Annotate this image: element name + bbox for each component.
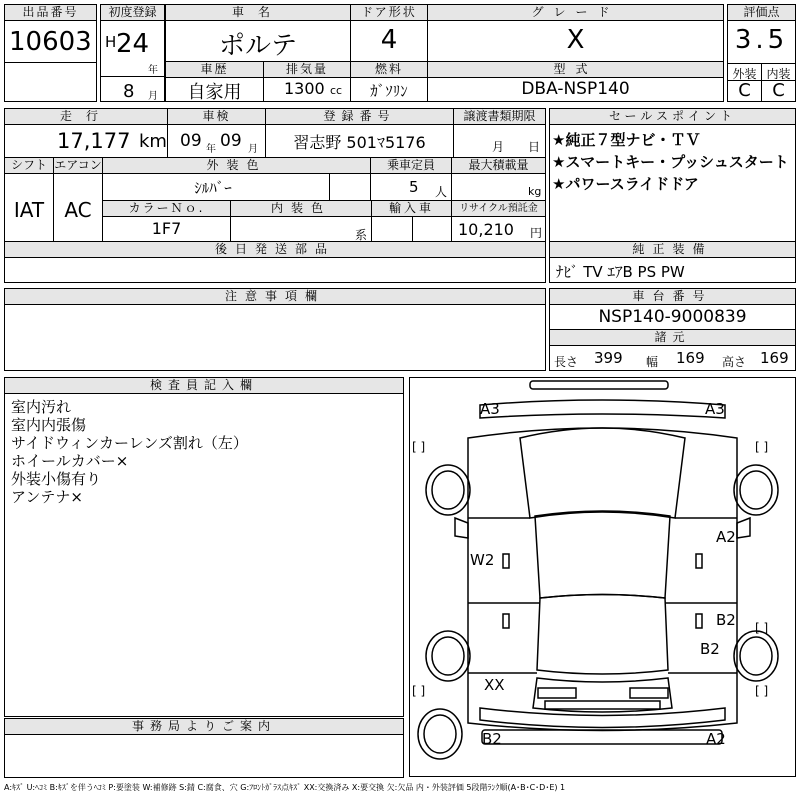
- grade-value: X: [566, 25, 585, 55]
- max-load-box: [451, 157, 546, 201]
- ext-value: C: [738, 80, 751, 101]
- mark-a3-left: A3: [480, 400, 500, 418]
- recycle-box: [451, 200, 546, 242]
- mark-a2: A2: [716, 528, 736, 546]
- notes-box: [4, 288, 546, 371]
- mark-w2: W2: [470, 551, 495, 569]
- first-reg-era: H: [105, 33, 117, 51]
- mark-a2-rear: A2: [706, 730, 726, 748]
- transfer-day-unit: 日: [528, 140, 541, 154]
- max-load-unit: kg: [528, 185, 542, 198]
- displacement-unit: cc: [330, 84, 343, 97]
- width-value: 169: [676, 349, 705, 367]
- first-reg-label: 初度登録: [101, 5, 164, 21]
- first-reg-month-unit: 月: [148, 91, 158, 102]
- selling-points-box: [549, 108, 796, 242]
- mileage-box: [4, 108, 168, 158]
- bracket-left-upper: [ ]: [412, 440, 426, 454]
- mileage-label: 走行: [5, 109, 167, 125]
- mileage-value: 17,177: [57, 129, 131, 153]
- selling-point-3: ★パワースライドドア: [552, 175, 699, 193]
- max-load-label: 最大積載量: [452, 158, 545, 174]
- inspection-year: 09: [180, 131, 202, 151]
- inspection-month: 09: [220, 131, 242, 151]
- selling-point-1: ★純正７型ナビ・ＴＶ: [552, 131, 701, 149]
- width-label: 幅: [646, 355, 659, 369]
- capacity-value: 5: [409, 178, 419, 196]
- fuel-value: ｶﾞｿﾘﾝ: [370, 82, 408, 100]
- int-color-box: [230, 200, 372, 242]
- import-label: 輸入車: [372, 201, 451, 217]
- inspector-line-4: ホイールカバー×: [11, 452, 129, 470]
- inspection-year-unit: 年: [206, 144, 216, 155]
- recycle-unit: 円: [530, 226, 543, 240]
- inspector-label: 検査員記入欄: [5, 378, 403, 394]
- ac-box: [53, 157, 103, 242]
- lot-value: 10603: [9, 27, 92, 57]
- shift-box: [4, 157, 54, 242]
- mileage-unit: km: [139, 131, 167, 152]
- inspector-line-2: 室内内張傷: [11, 416, 87, 434]
- inspection-box: [167, 108, 266, 158]
- score-box: [727, 4, 796, 102]
- mark-b2-rear: B2: [482, 730, 502, 748]
- grade-box: [427, 4, 724, 62]
- lot-label: 出品番号: [5, 5, 96, 21]
- transfer-box: [453, 108, 546, 158]
- displacement-value: 1300: [284, 79, 325, 98]
- plate-value: 習志野 501ﾏ5176: [293, 133, 426, 152]
- int-label: 内装: [766, 67, 791, 81]
- history-value: 自家用: [187, 82, 242, 103]
- inspector-line-5: 外装小傷有り: [11, 470, 102, 488]
- doors-box: [350, 4, 428, 62]
- plate-box: [265, 108, 454, 158]
- model-code-label: 型式: [428, 62, 723, 78]
- recycle-value: 10,210: [458, 220, 514, 239]
- later-parts-box: [4, 241, 546, 283]
- first-reg-year-unit: 年: [148, 65, 158, 76]
- plate-label: 登録番号: [266, 109, 453, 125]
- length-label: 長さ: [554, 355, 579, 369]
- selling-points-label: セールスポイント: [550, 109, 795, 125]
- car-name-value: ポルテ: [218, 31, 297, 61]
- grade-label: グレード: [428, 5, 723, 21]
- int-color-unit: 系: [355, 228, 368, 242]
- color-no-value: 1F7: [151, 219, 182, 238]
- car-name-box: [165, 4, 351, 62]
- displacement-label: 排気量: [264, 62, 350, 78]
- first-reg-month: 8: [123, 81, 135, 102]
- history-label: 車歴: [166, 62, 263, 78]
- genuine-value: ﾅﾋﾞ TV ｴｱB PS PW: [556, 263, 685, 281]
- first-reg-box: [100, 4, 165, 102]
- mark-xx: XX: [484, 676, 505, 694]
- legend: A:ｷｽﾞ U:ﾍｺﾐ B:ｷｽﾞを伴うﾍｺﾐ P:要塗装 W:補修跡 S:錆 C:腐食、穴 G:ﾌﾛﾝﾄｶﾞﾗｽ点ｷｽﾞ XX:交換済み X:要交換 欠:欠品 内・外装評価 5段階ﾗﾝｸ順(A･B･C･D･E) 1: [4, 783, 566, 792]
- inspector-line-6: アンテナ×: [11, 488, 83, 506]
- genuine-box: [549, 241, 796, 283]
- model-code-value: DBA-NSP140: [521, 79, 630, 99]
- length-value: 399: [594, 349, 623, 367]
- bracket-right-lower: [ ]: [755, 684, 769, 698]
- ext-color-value: ｼﾙﾊﾞｰ: [194, 179, 232, 197]
- doors-value: 4: [380, 25, 398, 55]
- office-label: 事務局よりご案内: [5, 719, 403, 735]
- capacity-unit: 人: [435, 185, 448, 199]
- shift-label: シフト: [5, 158, 53, 174]
- chassis-label: 車台番号: [550, 289, 795, 305]
- int-value: C: [772, 80, 785, 101]
- car-diagram-box: [409, 377, 796, 777]
- color-no-box: [102, 200, 231, 242]
- transfer-label: 譲渡書類期限: [454, 109, 545, 125]
- inspector-line-3: サイドウィンカーレンズ割れ（左）: [11, 434, 248, 452]
- transfer-month-unit: 月: [492, 140, 505, 154]
- fuel-label: 燃料: [351, 62, 427, 78]
- car-name-label: 車名: [166, 5, 350, 21]
- height-label: 高さ: [722, 355, 747, 369]
- color-no-label: カラーＮｏ.: [103, 201, 230, 217]
- inspection-month-unit: 月: [248, 144, 258, 155]
- capacity-box: [370, 157, 452, 201]
- chassis-value: NSP140-9000839: [598, 307, 747, 327]
- ext-color-box: [102, 157, 371, 201]
- selling-point-2: ★スマートキー・プッシュスタート: [552, 153, 789, 171]
- office-box: [4, 718, 404, 778]
- history-box: [165, 61, 264, 102]
- bracket-right-mid: [ ]: [755, 621, 769, 635]
- score-value: 3.5: [734, 25, 789, 55]
- inspection-label: 車検: [168, 109, 265, 125]
- bracket-right-upper: [ ]: [755, 440, 769, 454]
- displacement-box: [263, 61, 351, 102]
- fuel-box: [350, 61, 428, 102]
- mark-a3-right: A3: [705, 400, 725, 418]
- int-color-label: 内装色: [231, 201, 371, 217]
- mark-b2-right: B2: [716, 611, 736, 629]
- mark-b2-right-lower: B2: [700, 640, 720, 658]
- score-label: 評価点: [728, 5, 795, 21]
- notes-label: 注意事項欄: [5, 289, 545, 305]
- genuine-label: 純正装備: [550, 242, 795, 258]
- doors-label: ドア形状: [351, 5, 427, 21]
- ext-color-label: 外装色: [103, 158, 370, 174]
- ac-label: エアコン: [54, 158, 102, 172]
- later-parts-label: 後日発送部品: [5, 242, 545, 258]
- height-value: 169: [760, 349, 789, 367]
- bracket-left-lower: [ ]: [412, 684, 426, 698]
- dimensions-label: 諸元: [550, 329, 795, 346]
- ext-label: 外装: [732, 67, 757, 81]
- lot-box: [4, 4, 97, 102]
- inspector-line-1: 室内汚れ: [11, 398, 72, 416]
- shift-value: IAT: [13, 198, 45, 222]
- capacity-label: 乗車定員: [371, 158, 451, 174]
- car-diagram: [410, 378, 795, 776]
- model-code-box: [427, 61, 724, 102]
- recycle-label: リサイクル預託金: [452, 201, 545, 217]
- inspector-box: [4, 377, 404, 717]
- first-reg-year: 24: [116, 29, 150, 59]
- import-box: [371, 200, 452, 242]
- ac-value: AC: [64, 198, 92, 222]
- chassis-box: [549, 288, 796, 371]
